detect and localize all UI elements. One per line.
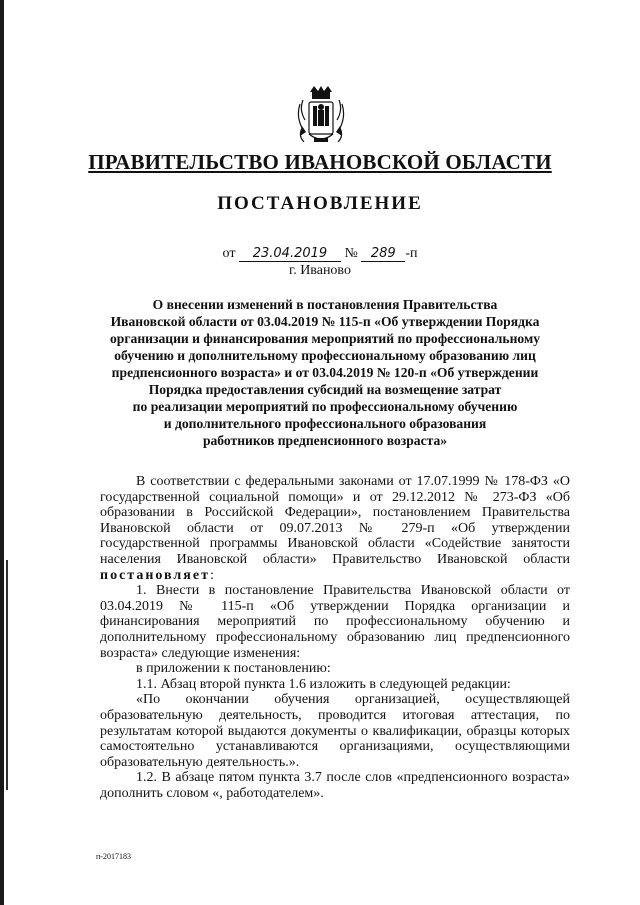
date-number-line (0, 246, 640, 262)
document-code: п-2017183 (96, 852, 131, 861)
title-line: предпенсионного возраста» и от 03.04.2019 № 120-п «Об утверждении (111, 365, 539, 380)
organization-title: ПРАВИТЕЛЬСТВО ИВАНОВСКОЙ ОБЛАСТИ (88, 150, 552, 174)
item-1-1-paragraph: 1.1. Абзац второй пункта 1.6 изложить в следующей редакции: (136, 676, 511, 692)
quote-paragraph: «По окончании обучения организацией, осуществляющей образовательную деятельность, проводится итоговая аттестация, по результатам которой выдаются документы о квалификации, образцы которых самостоятельно устанавливаются организациями, осуществляющими образовательную деятельность.». (100, 692, 570, 770)
item-1-2-paragraph: 1.2. В абзаце пятом пункта 3.7 после слов «предпенсионного возраста» дополнить словом «, работодателем». (100, 770, 570, 801)
scan-edge (0, 0, 4, 905)
number-sign: № (344, 246, 358, 261)
document-type: ПОСТАНОВЛЕНИЕ (217, 193, 423, 214)
item-1-paragraph: 1. Внести в постановление Правительства Ивановской области от 03.04.2019 № 115-п «Об утверждении Порядка организации и финансирования мероприятий по профессиональному обучению и дополнительному профессиональному образованию лиц предпенсионного возраста» следующие изменения: (100, 583, 570, 661)
document-title (95, 296, 555, 449)
coat-of-arms-icon (294, 86, 348, 148)
title-line: работников предпенсионного возраста» (202, 433, 448, 448)
appendix-paragraph: в приложении к постановлению: (136, 661, 331, 677)
number-suffix: -п (405, 246, 418, 261)
title-line: обучению и дополнительному профессиональному образованию лиц (114, 348, 536, 363)
date-prefix: от (222, 246, 236, 261)
handwritten-date: 23.04.2019 (239, 247, 341, 262)
title-line: по реализации мероприятий по профессиональному обучению (132, 399, 518, 414)
handwritten-number: 289 (361, 247, 405, 262)
decree-word: постановляет (100, 567, 210, 583)
title-line: Ивановской области от 03.04.2019 № 115-п «Об утверждении Порядка (110, 314, 540, 329)
city: г. Иваново (289, 263, 351, 278)
preamble-text: В соответствии с федеральными законами от 17.07.1999 № 178-ФЗ «О государственной социальной помощи» и от 29.12.2012 № 273-ФЗ «Об образовании в Российской Федерации», постановлением Правительства Ивановской области от 09.07.2013 № 279-п «Об утверждении государственной программы Ивановской области «Содействие занятости населения Ивановской области» Правительство Ивановской области (100, 474, 570, 567)
decree-colon: : (209, 567, 214, 583)
title-line: Порядка предоставления субсидий на возмещение затрат (148, 382, 502, 397)
title-line: и дополнительного профессионального образования (163, 416, 487, 431)
scan-edge-mark (6, 560, 8, 790)
title-line: О внесении изменений в постановления Правительства (152, 297, 498, 312)
title-line: организации и финансирования мероприятий по профессиональному (110, 331, 540, 346)
preamble-paragraph (100, 474, 570, 583)
document-body (100, 474, 570, 801)
